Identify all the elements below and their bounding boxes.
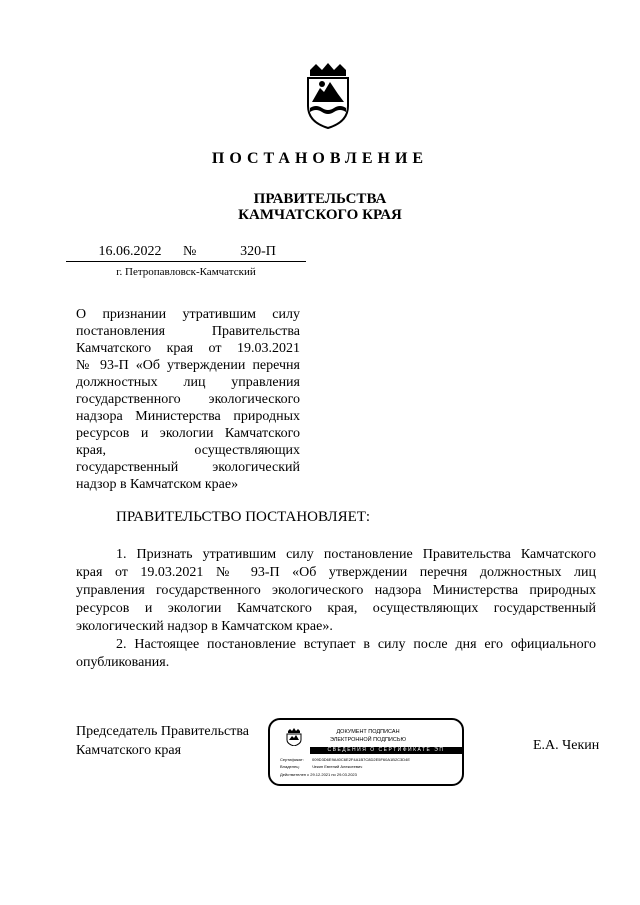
subject-line: должностных лиц управления [76, 375, 300, 390]
stamp-cert-bar: СВЕДЕНИЯ О СЕРТИФИКАТЕ ЭП [310, 747, 462, 754]
electronic-signature-stamp [268, 718, 464, 786]
document-body [76, 546, 596, 672]
document-type: ПОСТАНОВЛЕНИЕ [211, 150, 429, 167]
subject-line: Камчатского края от 19.03.2021 [76, 341, 300, 356]
document-subject [76, 306, 300, 493]
stamp-owner-row [280, 764, 362, 769]
date-number-underline [66, 261, 306, 262]
body-line: ресурсов и экологии Камчатского края, осуществляющих государственный [76, 601, 596, 616]
document-number: 320-П [240, 244, 276, 259]
subject-line: О признании утратившим силу [76, 307, 300, 322]
subject-line: № 93-П «Об утверждении перечня [76, 358, 300, 373]
stamp-cert-label: Сертификат: [280, 757, 304, 762]
subject-line: постановления Правительства [76, 324, 300, 339]
stamp-title-1: ДОКУМЕНТ ПОДПИСАН [336, 729, 400, 735]
subject-line: государственный экологический [76, 460, 300, 475]
issuer-line-1: ПРАВИТЕЛЬСТВА [253, 191, 387, 207]
stamp-owner-label: Владелец: [280, 764, 300, 769]
decree-phrase: ПРАВИТЕЛЬСТВО ПОСТАНОВЛЯЕТ: [116, 509, 371, 525]
body-line: экологический надзор в Камчатском крае». [76, 619, 333, 634]
signatory-position-line-2: Камчатского края [76, 743, 182, 758]
subject-line: надзор в Камчатском крае» [76, 477, 239, 492]
body-line: управления государственного экологического надзора Министерства природных [76, 583, 596, 598]
stamp-title-2: ЭЛЕКТРОННОЙ ПОДПИСЬЮ [329, 737, 407, 743]
stamp-cert-value: 009D3D6E9A40C6E2F4A1B7C8D2E5F60A1B2C3D4E [312, 757, 411, 762]
stamp-valid-row: Действителен с 29.12.2021 по 29.03.2023 [280, 772, 357, 777]
issuer-line-2: КАМЧАТСКОГО КРАЯ [238, 207, 402, 223]
stamp-owner-value: Чекин Евгений Алексеевич [312, 764, 363, 769]
body-line: края от 19.03.2021 № 93-П «Об утверждении перечня должностных лиц [76, 565, 596, 580]
document-city: г. Петропавловск-Камчатский [116, 266, 256, 278]
body-line: 2. Настоящее постановление вступает в силу после дня его официального [116, 637, 596, 652]
body-line: 1. Признать утратившим силу постановление Правительства Камчатского [116, 547, 596, 562]
subject-line: ресурсов и экологии Камчатского [76, 426, 300, 441]
document-date: 16.06.2022 [98, 244, 162, 259]
signatory-position [76, 722, 249, 760]
subject-line: надзора Министерства природных [76, 409, 300, 424]
subject-line: государственного экологического [76, 392, 300, 407]
stamp-cert-row [280, 757, 410, 762]
signatory-name: Е.А. Чекин [533, 738, 600, 753]
subject-line: края, осуществляющих [76, 443, 300, 458]
signatory-position-line-1: Председатель Правительства [76, 724, 249, 739]
coat-of-arms-icon [302, 62, 354, 130]
body-line: опубликования. [76, 655, 170, 670]
number-sign: № [183, 244, 197, 259]
